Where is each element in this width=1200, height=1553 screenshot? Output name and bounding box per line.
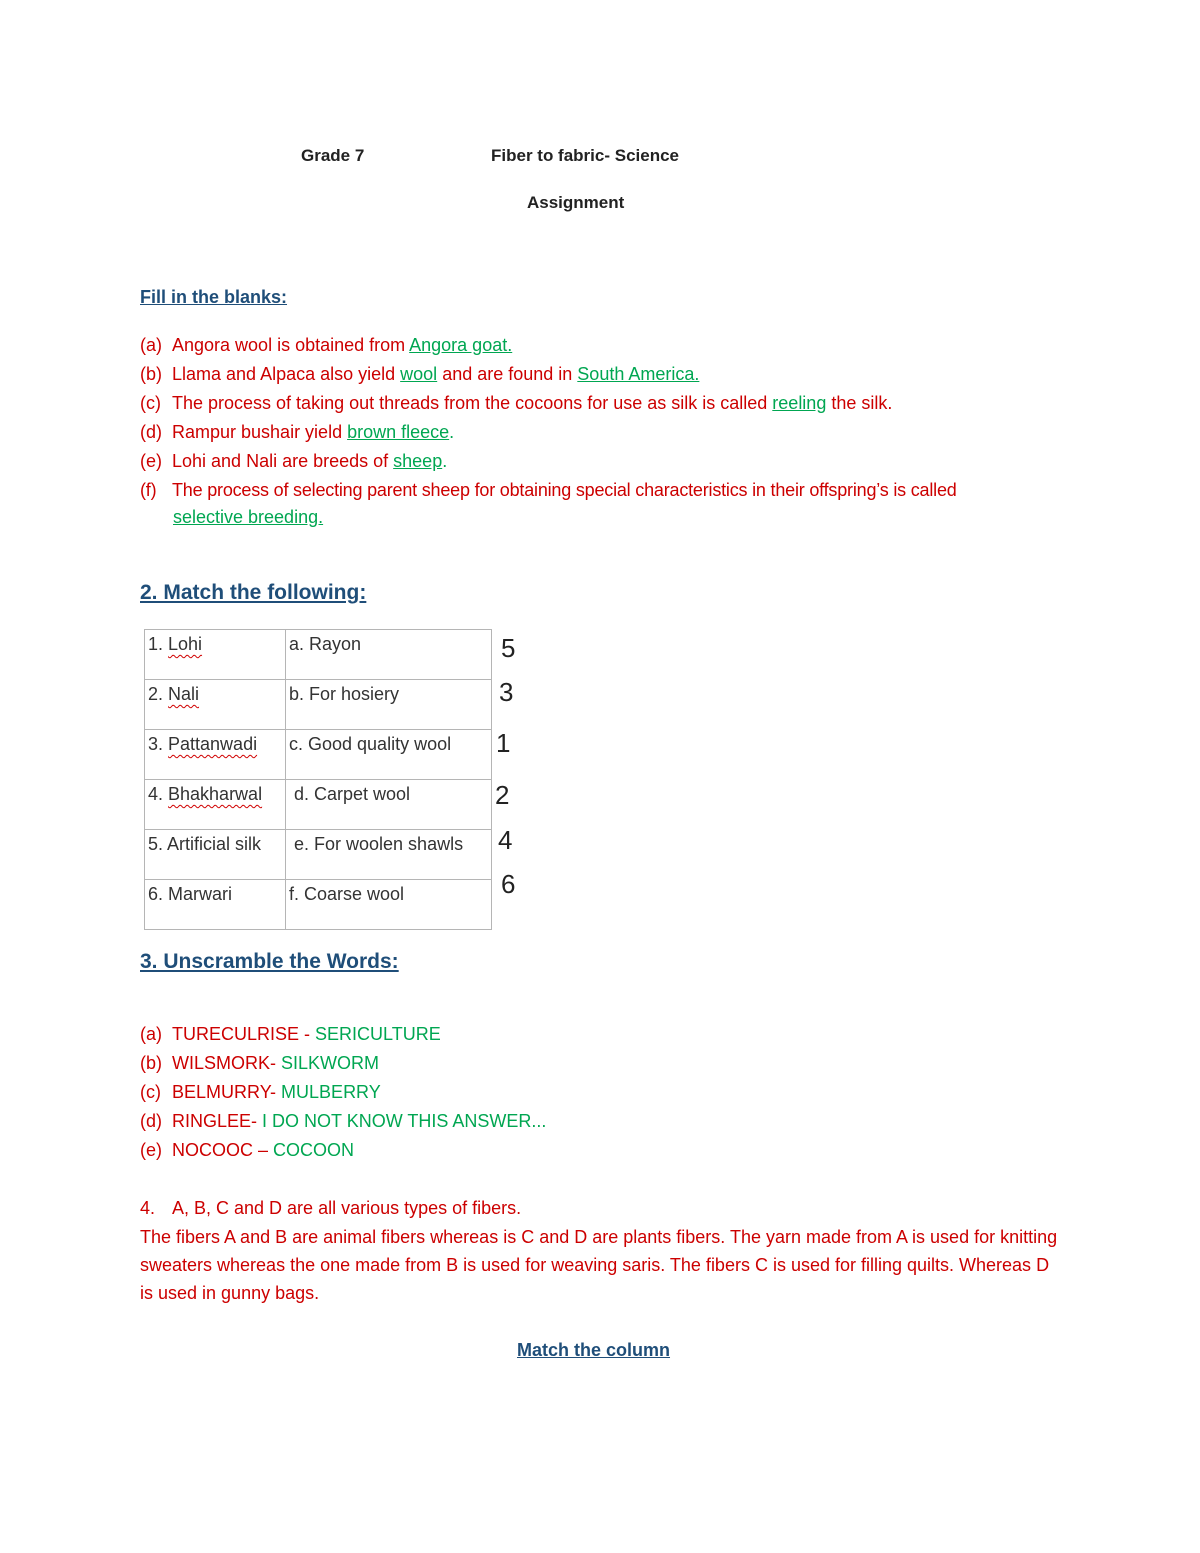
- unscramble-item: (b) WILSMORK- SILKWORM: [140, 1053, 380, 1073]
- match-answer: 6: [501, 869, 516, 899]
- match-left-cell: 6. Marwari: [145, 880, 286, 930]
- question-4-paragraph: The fibers A and B are animal fibers whereas is C and D are plants fibers. The yarn made from A is used for knitting sweaters whereas the one made from B is used for weaving saris. The fibers C is used for filling quilts. Whereas D is used in gunny bags.: [140, 1227, 1058, 1303]
- fill-blank-item: (b) Llama and Alpaca also yield wool and are found in South America.: [140, 364, 700, 384]
- match-answer: 3: [499, 677, 514, 707]
- match-right-cell: c. Good quality wool: [286, 730, 492, 780]
- unscramble-item: (e) NOCOOC – COCOON: [140, 1140, 355, 1160]
- fill-blank-item: (d) Rampur bushair yield brown fleece.: [140, 422, 455, 442]
- match-right-cell: b. For hosiery: [286, 680, 492, 730]
- table-row: [145, 830, 492, 880]
- unscramble-item: (c) BELMURRY- MULBERRY: [140, 1082, 381, 1102]
- subject-title: Fiber to fabric- Science: [491, 146, 679, 165]
- match-right-cell: f. Coarse wool: [286, 880, 492, 930]
- match-left-cell: 4. Bhakharwal: [145, 780, 286, 830]
- match-table: [144, 629, 492, 930]
- match-answer: 2: [495, 780, 510, 810]
- grade-label: Grade 7: [301, 146, 365, 165]
- table-row: [145, 780, 492, 830]
- match-answer: 1: [496, 728, 511, 758]
- match-left-cell: 2. Nali: [145, 680, 286, 730]
- match-left-cell: 5. Artificial silk: [145, 830, 286, 880]
- match-answer: 4: [498, 825, 513, 855]
- match-right-cell: e. For woolen shawls: [286, 830, 492, 880]
- table-row: [145, 630, 492, 680]
- match-right-cell: a. Rayon: [286, 630, 492, 680]
- fill-blank-item: (c) The process of taking out threads from the cocoons for use as silk is called reeling the silk.: [140, 393, 893, 413]
- table-row: [145, 730, 492, 780]
- fill-blank-item: (a) Angora wool is obtained from Angora goat.: [140, 335, 513, 355]
- fill-blank-item: (f) The process of selecting parent sheep for obtaining special characteristics in their offspring’s is called: [140, 480, 957, 500]
- match-column-heading: Match the column: [517, 1340, 671, 1360]
- match-heading: 2. Match the following:: [140, 581, 367, 604]
- match-left-cell: 1. Lohi: [145, 630, 286, 680]
- fill-blanks-heading: Fill in the blanks:: [140, 287, 288, 307]
- fill-blank-item: (e) Lohi and Nali are breeds of sheep.: [140, 451, 448, 471]
- assignment-title: Assignment: [527, 193, 625, 212]
- question-4-intro: 4. A, B, C and D are all various types of fibers.: [140, 1198, 522, 1218]
- table-row: [145, 680, 492, 730]
- unscramble-item: (d) RINGLEE- I DO NOT KNOW THIS ANSWER...: [140, 1111, 547, 1131]
- match-left-cell: 3. Pattanwadi: [145, 730, 286, 780]
- fill-blank-answer: selective breeding.: [173, 507, 324, 527]
- table-row: [145, 880, 492, 930]
- match-answer: 5: [501, 633, 516, 663]
- unscramble-item: (a) TURECULRISE - SERICULTURE: [140, 1024, 441, 1044]
- match-right-cell: d. Carpet wool: [286, 780, 492, 830]
- unscramble-heading: 3. Unscramble the Words:: [140, 950, 399, 973]
